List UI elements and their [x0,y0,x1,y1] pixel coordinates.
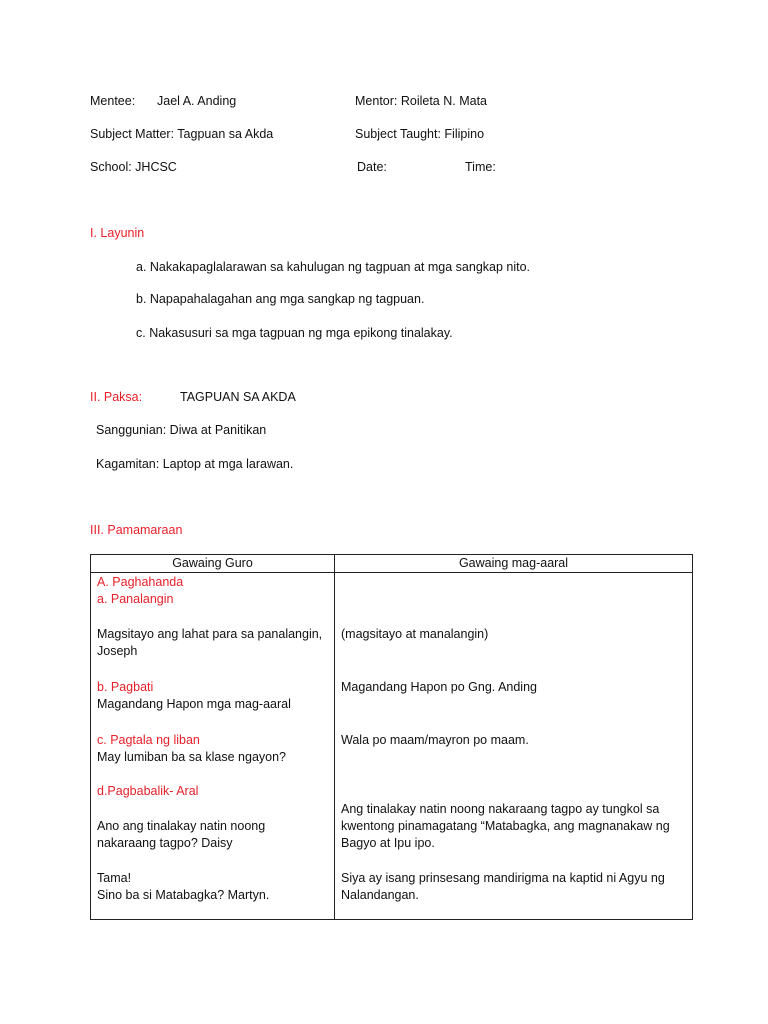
date-label: Date: [357,160,387,174]
school-text: School: JHCSC [90,160,177,174]
kagamitan-text: Kagamitan: Laptop at mga larawan. [96,457,294,471]
sino-question: Sino ba si Matabagka? Martyn. [97,888,270,902]
column-header-guro: Gawaing Guro [91,555,335,573]
table-header-row [91,555,693,573]
pagbati-response: Magandang Hapon po Gng. Anding [341,680,537,694]
column-header-magaaral: Gawaing mag-aaral [335,555,693,573]
pamamaraan-heading: III. Pamamaraan [90,523,183,537]
layunin-item-c: c. Nakasusuri sa mga tagpuan ng mga epikong tinalakay. [136,326,453,340]
pagtala-text: May lumiban ba sa klase ngayon? [97,750,287,764]
subject-matter: Subject Matter: Tagpuan sa Akda [90,127,274,141]
sanggunian-text: Sanggunian: Diwa at Panitikan [96,423,267,437]
layunin-item-a: a. Nakakapaglalarawan sa kahulugan ng tagpuan at mga sangkap nito. [136,260,531,274]
paksa-title: TAGPUAN SA AKDA [180,390,296,404]
paghahanda-heading: A. Paghahanda [97,575,184,589]
layunin-item-b: b. Napapahalagahan ang mga sangkap ng tagpuan. [136,292,425,306]
pagbabalik-aral-heading: d.Pagbabalik- Aral [97,784,199,798]
pagbati-heading: b. Pagbati [97,680,154,694]
layunin-heading: I. Layunin [90,226,145,240]
mentor-text: Mentor: Roileta N. Mata [355,94,487,108]
pagbati-text: Magandang Hapon mga mag-aaral [97,697,291,711]
pagtala-response: Wala po maam/mayron po maam. [341,733,529,747]
time-label: Time: [465,160,496,174]
pagbabalik-aral-text: Ano ang tinalakay natin noong nakaraang tagpo? Daisy [97,819,266,850]
sino-response: Siya ay isang prinsesang mandirigma na kaptid ni Agyu ng Nalandangan. [341,871,665,902]
panalangin-text: Magsitayo ang lahat para sa panalangin, Joseph [97,627,323,658]
panalangin-heading: a. Panalangin [97,592,174,606]
paksa-heading: II. Paksa: [90,390,143,404]
panalangin-response: (magsitayo at manalangin) [341,627,489,641]
pagbabalik-aral-response: Ang tinalakay natin noong nakaraang tagpo ay tungkol sa kwentong pinamagatang “Matabagka, ang magnanakaw ng Bagyo at Ipu ipo. [341,802,670,850]
pagtala-heading: c. Pagtala ng liban [97,733,200,747]
table-row [91,573,693,920]
subject-taught: Subject Taught: Filipino [355,127,485,141]
guro-cell [91,573,335,920]
pamamaraan-table [90,554,693,920]
magaaral-cell [335,573,693,920]
mentee-label: Mentee: [90,94,136,108]
mentee-value: Jael A. Anding [157,94,237,108]
tama-text: Tama! [97,871,132,885]
